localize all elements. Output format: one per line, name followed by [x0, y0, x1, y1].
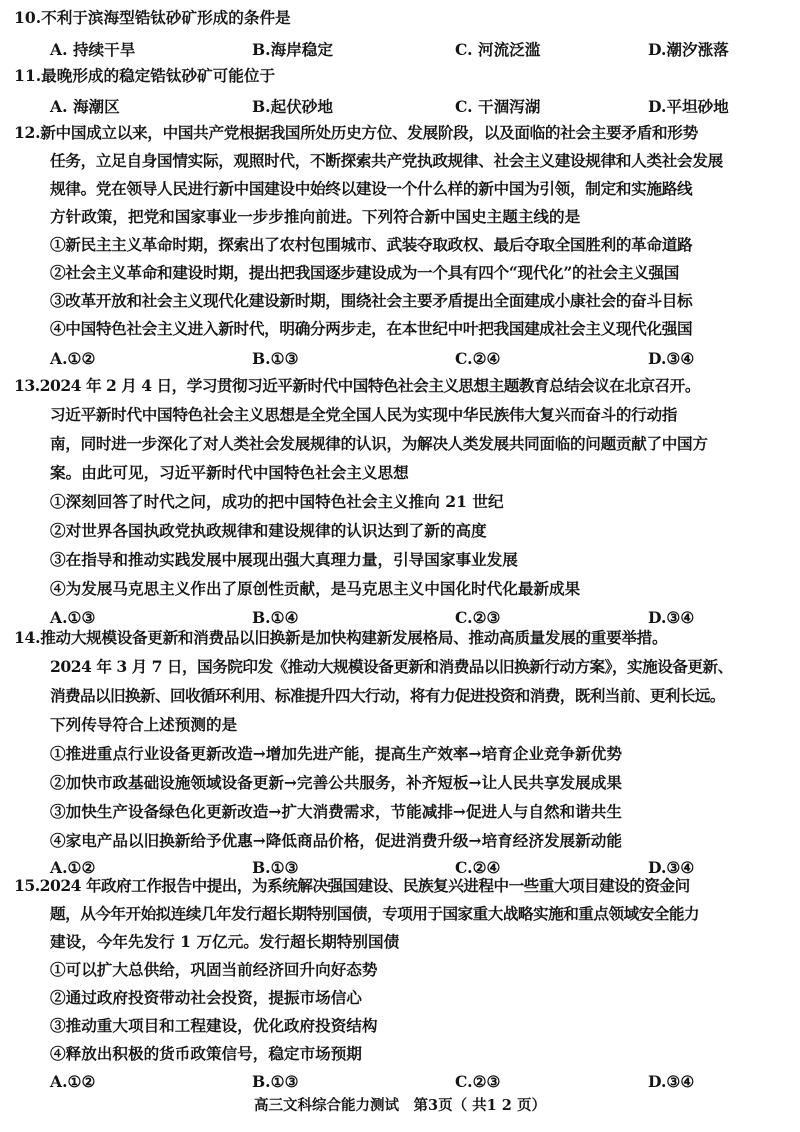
option-d: D.③④	[648, 608, 695, 627]
option-b: B.①③	[252, 349, 299, 368]
question-stem: 13.2024 年 2 月 4 日，学习贯彻习近平新时代中国特色社会主义思想主题教育总结会议在北京召开。	[14, 376, 700, 395]
statement-item: ②对世界各国执政党执政规律和建设规律的认识达到了新的高度	[50, 521, 487, 540]
question-stem-line: 规律。党在领导人民进行新中国建设中始终以建设一个什么样的新中国为引领，制定和实施路线	[50, 179, 693, 198]
question-stem-line: 案。由此可见，习近平新时代中国特色社会主义思想	[50, 463, 409, 482]
question-stem: 14.推动大规模设备更新和消费品以旧换新是加快构建新发展格局、推动高质量发展的重要举措。	[14, 628, 668, 647]
question-stem: 10.不利于滨海型锆钛砂矿形成的条件是	[14, 8, 291, 27]
option-a: A. 持续干旱	[50, 40, 136, 59]
question-stem-line: 题，从今年开始拟连续几年发行超长期特别国债，专项用于国家重大战略实施和重点领域安全能力	[50, 904, 700, 923]
statement-item: ①深刻回答了时代之问，成功的把中国特色社会主义推向 21 世纪	[50, 492, 504, 511]
statement-item: ①推进重点行业设备更新改造→增加先进产能，提高生产效率→培育企业竞争新优势	[50, 744, 622, 763]
option-d: D.③④	[648, 1072, 695, 1091]
option-b: B.①④	[252, 608, 299, 627]
question-stem: 15.2024 年政府工作报告中提出，为系统解决强国建设、民族复兴进程中一些重大项目建设的资金问	[14, 876, 690, 895]
question-stem-line: 2024 年 3 月 7 日，国务院印发《推动大规模设备更新和消费品以旧换新行动方案》，实施设备更新、	[50, 657, 733, 676]
option-a: A.①②	[50, 858, 96, 877]
question-stem-line: 任务，立足自身国情实际，观照时代，不断探索共产党执政规律、社会主义建设规律和人类社会发展	[50, 151, 723, 170]
option-b: B.海岸稳定	[252, 40, 333, 59]
statement-item: ③加快生产设备绿色化更新改造→扩大消费需求，节能减排→促进人与自然和谐共生	[50, 802, 622, 821]
option-c: C.②③	[455, 1072, 501, 1091]
statement-item: ②社会主义革命和建设时期，提出把我国逐步建设成为一个具有四个“现代化”的社会主义强国	[50, 263, 680, 282]
option-a: A.①③	[50, 608, 96, 627]
statement-item: ②通过政府投资带动社会投资，提振市场信心	[50, 988, 362, 1007]
question-stem-line: 建设，今年先发行 1 万亿元。发行超长期特别国债	[50, 932, 400, 951]
statement-item: ②加快市政基础设施领域设备更新→完善公共服务，补齐短板→让人民共享发展成果	[50, 773, 622, 792]
statement-item: ③在指导和推动实践发展中展现出强大真理力量，引导国家事业发展	[50, 550, 518, 569]
question-stem-line: 消费品以旧换新、回收循环利用、标准提升四大行动，将有力促进投资和消费，既利当前、更利长远。	[50, 686, 725, 705]
option-d: D.③④	[648, 858, 695, 877]
option-d: D.潮汐涨落	[648, 40, 729, 59]
question-stem: 12.新中国成立以来，中国共产党根据我国所处历史方位、发展阶段，以及面临的社会主要矛盾和形势	[14, 123, 698, 142]
option-c: C.②③	[455, 608, 501, 627]
statement-item: ④释放出积极的货币政策信号，稳定市场预期	[50, 1044, 362, 1063]
option-c: C.②④	[455, 349, 501, 368]
option-c: C. 河流泛滥	[455, 40, 541, 59]
option-b: B.①③	[252, 1072, 299, 1091]
option-a: A. 海潮区	[50, 97, 120, 116]
question-stem-line: 方针政策，把党和国家事业一步步推向前进。下列符合新中国史主题主线的是	[50, 207, 581, 226]
option-b: B.起伏砂地	[252, 97, 333, 116]
statement-item: ④家电产品以旧换新给予优惠→降低商品价格，促进消费升级→培育经济发展新动能	[50, 831, 622, 850]
option-c: C.②④	[455, 858, 501, 877]
statement-item: ④为发展马克思主义作出了原创性贡献，是马克思主义中国化时代化最新成果	[50, 579, 581, 598]
statement-item: ①新民主主义革命时期，探索出了农村包围城市、武装夺取政权、最后夺取全国胜利的革命道路	[50, 235, 693, 254]
question-stem: 11.最晚形成的稳定锆钛砂矿可能位于	[14, 66, 276, 85]
question-stem-line: 南，同时进一步深化了对人类社会发展规律的认识，为解决人类发展共同面临的问题贡献了中国方	[50, 434, 708, 453]
statement-item: ④中国特色社会主义进入新时代，明确分两步走，在本世纪中叶把我国建成社会主义现代化强国	[50, 319, 693, 338]
question-stem-line: 下列传导符合上述预测的是	[50, 715, 238, 734]
option-b: B.①③	[252, 858, 299, 877]
option-d: D.③④	[648, 349, 695, 368]
page-footer: 高三文科综合能力测试 第3页（ 共1 2 页）	[254, 1097, 546, 1114]
question-stem-line: 习近平新时代中国特色社会主义思想是全党全国人民为实现中华民族伟大复兴而奋斗的行动指	[50, 405, 678, 424]
statement-item: ③推动重大项目和工程建设，优化政府投资结构	[50, 1016, 378, 1035]
statement-item: ①可以扩大总供给，巩固当前经济回升向好态势	[50, 960, 378, 979]
statement-item: ③改革开放和社会主义现代化建设新时期，围绕社会主要矛盾提出全面建成小康社会的奋斗目标	[50, 291, 693, 310]
option-d: D.平坦砂地	[648, 97, 729, 116]
option-c: C. 干涸泻湖	[455, 97, 541, 116]
option-a: A.①②	[50, 1072, 96, 1091]
option-a: A.①②	[50, 349, 96, 368]
